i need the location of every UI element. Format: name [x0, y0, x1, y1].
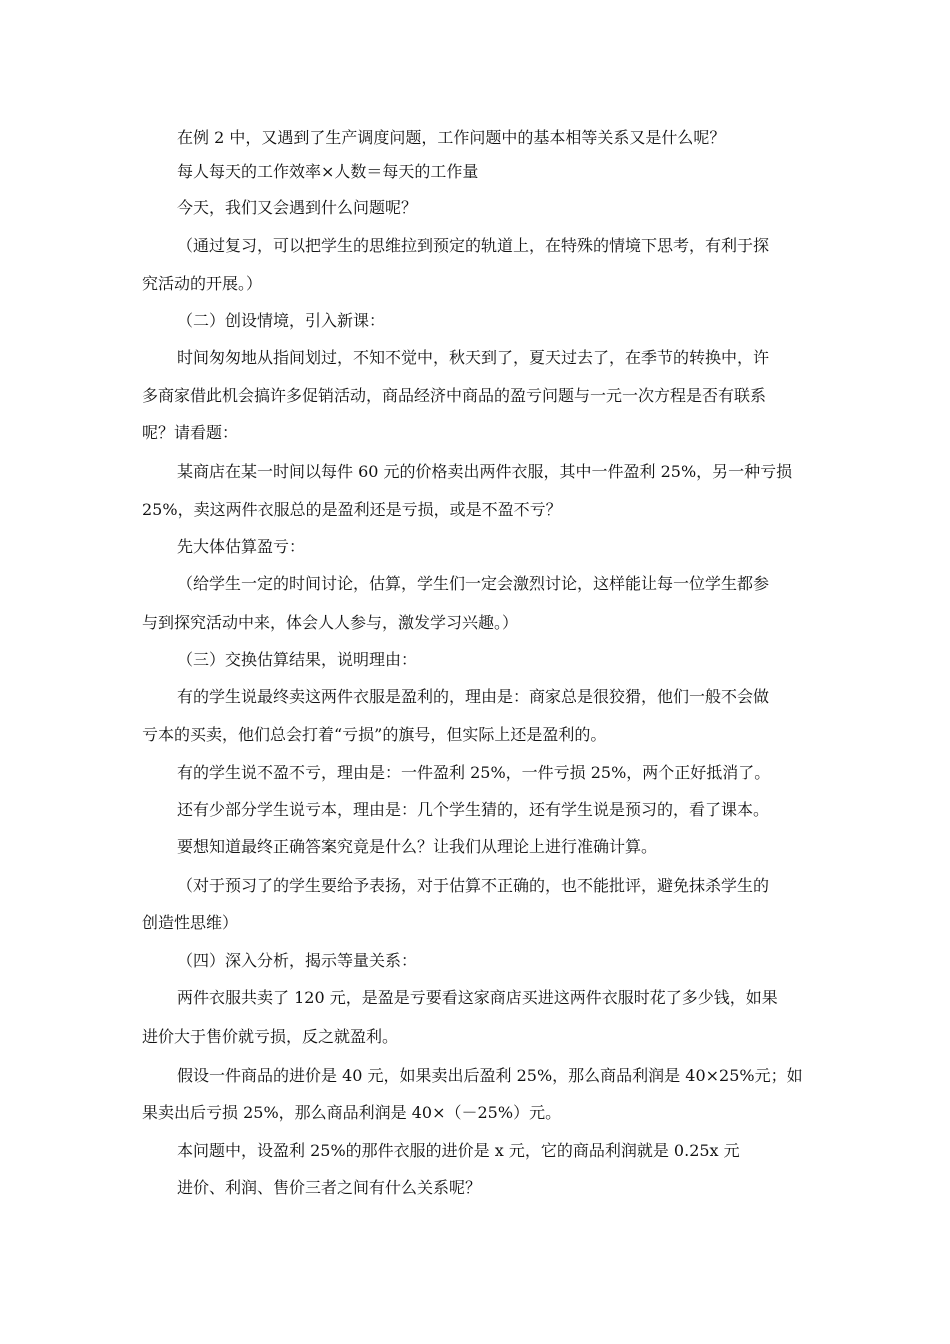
paragraph-line: 多商家借此机会搞许多促销活动，商品经济中商品的盈亏问题与一元一次方程是否有联系 [142, 386, 767, 405]
paragraph-line: 25%，卖这两件衣服总的是盈利还是亏损，或是不盈不亏？ [142, 500, 562, 519]
paragraph-line: （通过复习，可以把学生的思维拉到预定的轨道上，在特殊的情境下思考，有利于探 [177, 236, 770, 255]
paragraph-line: 本问题中，设盈利 25%的那件衣服的进价是 x 元，它的商品利润就是 0.25x 元 [177, 1141, 740, 1160]
paragraph-line: 还有少部分学生说亏本，理由是：几个学生猜的，还有学生说是预习的，看了课本。 [177, 800, 770, 819]
paragraph-line: 先大体估算盈亏： [177, 537, 306, 556]
paragraph-line: 某商店在某一时间以每件 60 元的价格卖出两件衣服，其中一件盈利 25%，另一种亏损 [177, 462, 793, 481]
paragraph-line: 在例 2 中，又遇到了生产调度问题，工作问题中的基本相等关系又是什么呢？ [177, 128, 726, 147]
paragraph-line: 有的学生说最终卖这两件衣服是盈利的，理由是：商家总是很狡猾，他们一般不会做 [177, 687, 770, 706]
section-heading: （三）交换估算结果，说明理由： [177, 650, 418, 669]
paragraph-line: 两件衣服共卖了 120 元，是盈是亏要看这家商店买进这两件衣服时花了多少钱，如果 [177, 988, 778, 1007]
paragraph-line: 进价、利润、售价三者之间有什么关系呢？ [177, 1178, 482, 1197]
paragraph-line: 要想知道最终正确答案究竟是什么？让我们从理论上进行准确计算。 [177, 837, 658, 856]
paragraph-line: （给学生一定的时间讨论，估算，学生们一定会激烈讨论，这样能让每一位学生都参 [177, 574, 770, 593]
section-heading: （二）创设情境，引入新课： [177, 311, 386, 330]
paragraph-line: 果卖出后亏损 25%，那么商品利润是 40×（－25%）元。 [142, 1103, 562, 1122]
paragraph-line: 创造性思维） [142, 913, 239, 932]
paragraph-line: 究活动的开展。） [142, 274, 263, 293]
paragraph-line: 假设一件商品的进价是 40 元，如果卖出后盈利 25%，那么商品利润是 40×25%元；如 [177, 1066, 803, 1085]
paragraph-line: 呢？请看题： [142, 423, 239, 442]
paragraph-line: 时间匆匆地从指间划过，不知不觉中，秋天到了，夏天过去了，在季节的转换中，许 [177, 348, 770, 367]
paragraph-line: 与到探究活动中来，体会人人参与，激发学习兴趣。） [142, 613, 519, 632]
paragraph-line: 每人每天的工作效率×人数＝每天的工作量 [177, 162, 479, 181]
paragraph-line: （对于预习了的学生要给予表扬，对于估算不正确的，也不能批评，避免抹杀学生的 [177, 876, 770, 895]
section-heading: （四）深入分析，揭示等量关系： [177, 951, 418, 970]
paragraph-line: 进价大于售价就亏损，反之就盈利。 [142, 1027, 399, 1046]
paragraph-line: 亏本的买卖，他们总会打着“亏损”的旗号，但实际上还是盈利的。 [142, 725, 607, 744]
paragraph-line: 有的学生说不盈不亏，理由是：一件盈利 25%，一件亏损 25%，两个正好抵消了。 [177, 763, 771, 782]
paragraph-line: 今天，我们又会遇到什么问题呢？ [177, 198, 418, 217]
